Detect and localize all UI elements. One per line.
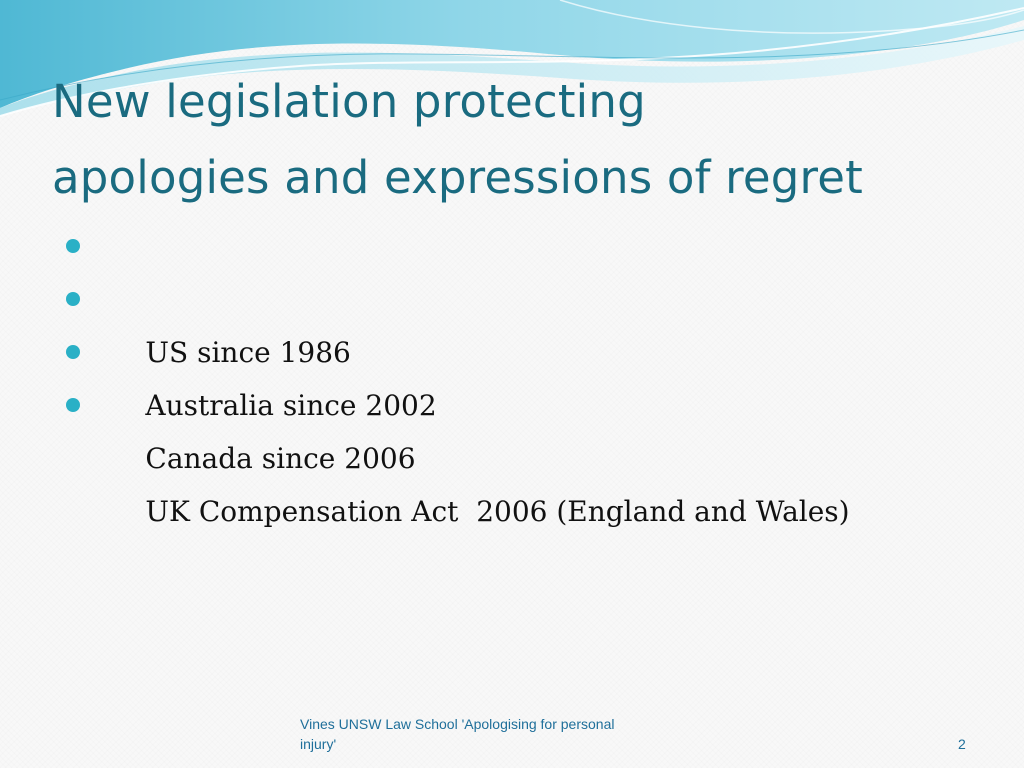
title-line-1: New legislation protecting bbox=[52, 75, 646, 128]
slide-number: 2 bbox=[958, 736, 966, 752]
bullet-list bbox=[62, 220, 850, 528]
bullet-dot-icon bbox=[66, 398, 80, 412]
slide-title bbox=[52, 64, 992, 216]
bullet-text: Canada since 2006 bbox=[145, 442, 416, 475]
bullet-text: Australia since 2002 bbox=[145, 389, 437, 422]
slide-footer: Vines UNSW Law School 'Apologising for personal injury' bbox=[300, 716, 615, 752]
bullet-item-us bbox=[62, 220, 850, 369]
bullet-text: UK Compensation Act 2006 (England and Wales) bbox=[145, 495, 850, 528]
bullet-dot-icon bbox=[66, 345, 80, 359]
bullet-text: US since 1986 bbox=[145, 336, 351, 369]
bullet-dot-icon bbox=[66, 292, 80, 306]
bullet-dot-icon bbox=[66, 239, 80, 253]
title-line-2: apologies and expressions of regret bbox=[52, 151, 863, 204]
